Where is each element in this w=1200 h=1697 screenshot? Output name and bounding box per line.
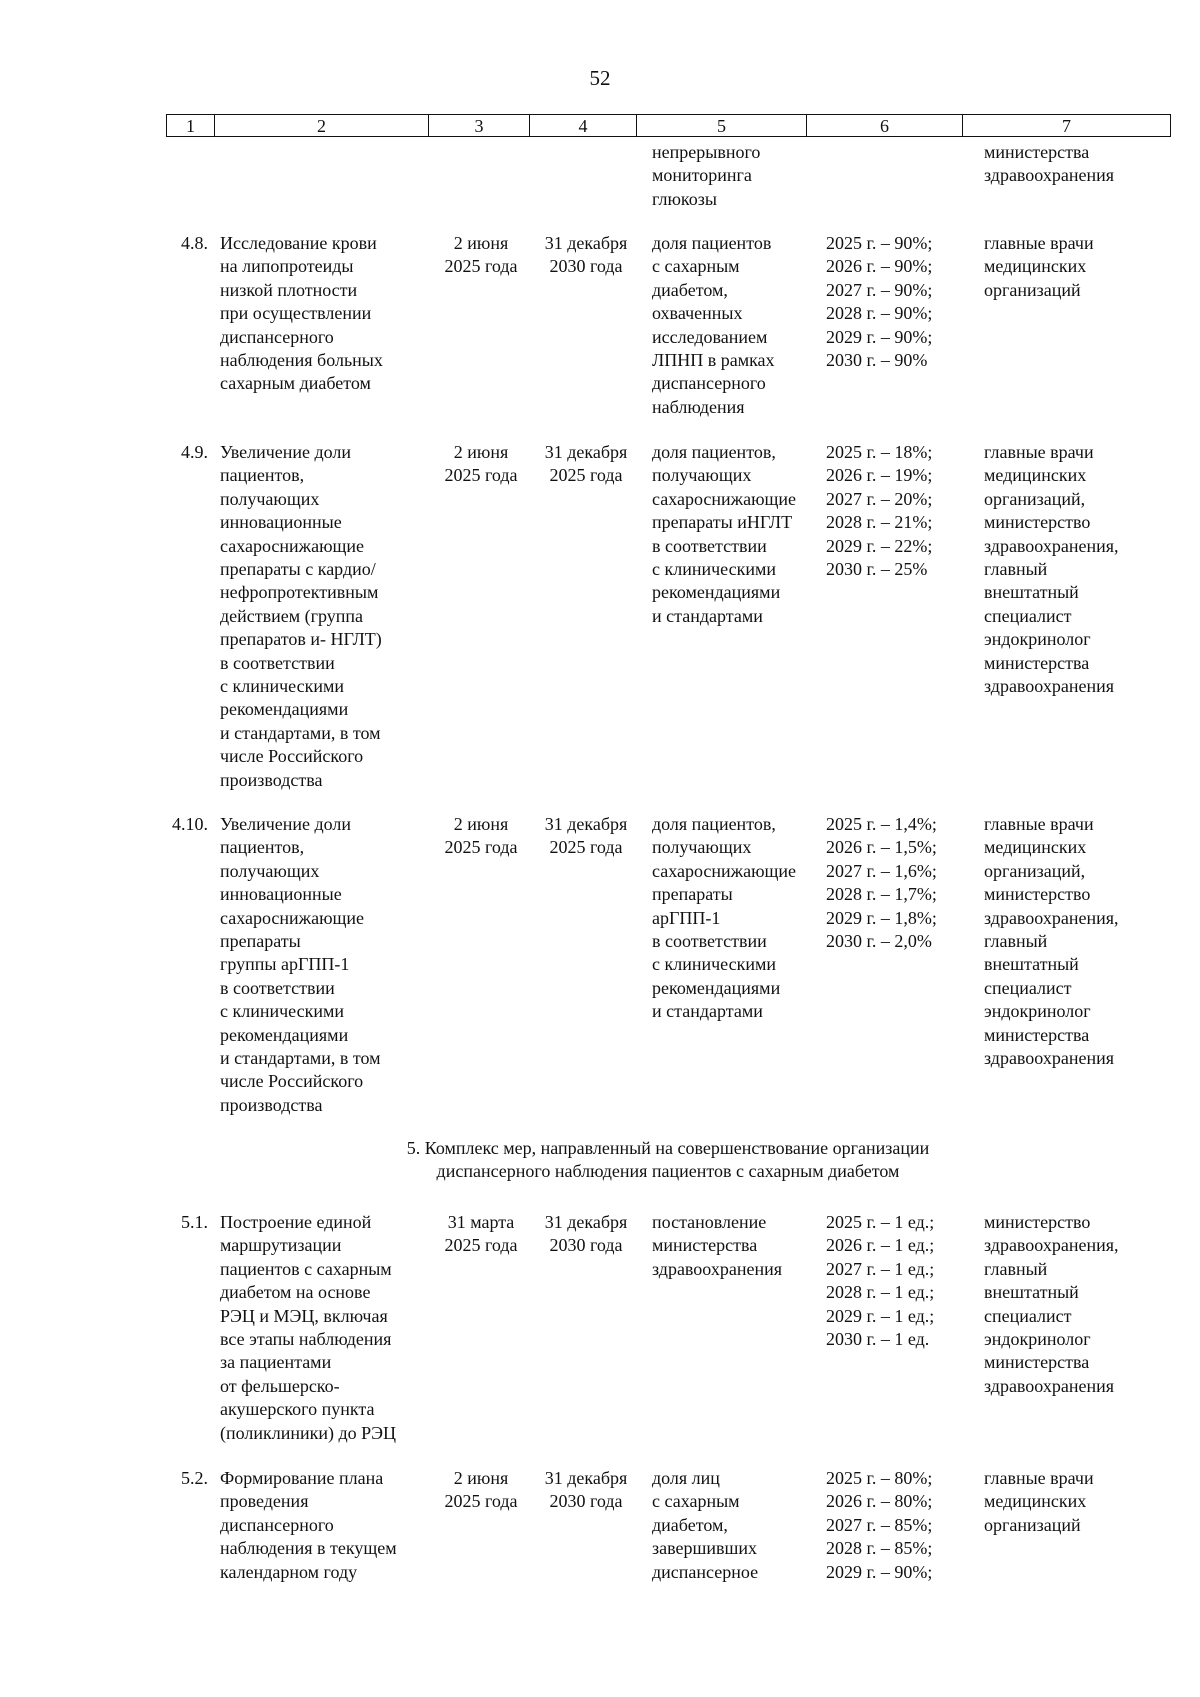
row-number: 5.1. (181, 1212, 208, 1232)
start-date-cell: 31 марта 2025 года (444, 1212, 518, 1256)
start-date-cell: 2 июня 2025 года (444, 1468, 518, 1512)
start-date-cell: 2 июня 2025 года (444, 233, 518, 277)
values-cell: 2025 г. – 1 ед.; 2026 г. – 1 ед.; 2027 г. – 1 ед.; 2028 г. – 1 ед.; 2029 г. – 1 ед.; 2030 г. – 1 ед. (826, 1212, 935, 1350)
header-col-3: 3 (429, 115, 530, 137)
row-number: 5.2. (181, 1468, 208, 1488)
section-heading: 5. Комплекс мер, направленный на совершенствование организации диспансерного наблюдения пациентов с сахарным диабетом (406, 1138, 930, 1182)
header-col-1: 1 (167, 115, 215, 137)
end-date-cell: 31 декабря 2025 года (544, 814, 628, 858)
row-number: 4.10. (172, 814, 208, 834)
indicator-cell: постановление министерства здравоохранения (652, 1212, 783, 1279)
indicator-cell: доля лиц с сахарным диабетом, завершивших диспансерное (652, 1468, 759, 1582)
values-cell: 2025 г. – 18%; 2026 г. – 19%; 2027 г. – 20%; 2028 г. – 21%; 2029 г. – 22%; 2030 г. – 25% (826, 442, 933, 580)
table-header (166, 114, 1171, 137)
values-cell: 2025 г. – 90%; 2026 г. – 90%; 2027 г. – 90%; 2028 г. – 90%; 2029 г. – 90%; 2030 г. – 90% (826, 233, 933, 371)
start-date-cell: 2 июня 2025 года (444, 442, 518, 486)
responsible-cell: главные врачи медицинских организаций, министерство здравоохранения, главный внештатный специалист эндокринолог министерства здравоохранения (984, 442, 1119, 697)
page-number: 52 (589, 66, 611, 90)
header-col-5: 5 (637, 115, 807, 137)
responsible-cell: министерство здравоохранения, главный внештатный специалист эндокринолог министерства здравоохранения (984, 1212, 1119, 1396)
header-col-6: 6 (807, 115, 963, 137)
header-col-4: 4 (530, 115, 637, 137)
values-cell: 2025 г. – 1,4%; 2026 г. – 1,5%; 2027 г. – 1,6%; 2028 г. – 1,7%; 2029 г. – 1,8%; 2030 г. – 2,0% (826, 814, 937, 952)
activity-cell: Увеличение доли пациентов, получающих инновационные сахароснижающие препараты группы арГПП-1 в соответствии с клиническими рекомендациями и стандартами, в том числе Российского производства (220, 814, 381, 1115)
end-date-cell: 31 декабря 2030 года (544, 233, 628, 277)
row-number: 4.8. (181, 233, 208, 253)
indicator-cell: непрерывного мониторинга глюкозы (652, 142, 761, 209)
indicator-cell: доля пациентов с сахарным диабетом, охваченных исследованием ЛПНП в рамках диспансерного наблюдения (652, 233, 775, 417)
end-date-cell: 31 декабря 2025 года (544, 442, 628, 486)
header-col-2: 2 (215, 115, 429, 137)
activity-cell: Формирование плана проведения диспансерного наблюдения в текущем календарном году (220, 1468, 397, 1582)
indicator-cell: доля пациентов, получающих сахароснижающие препараты арГПП-1 в соответствии с клиническими рекомендациями и стандартами (652, 814, 797, 1022)
row-number: 4.9. (181, 442, 208, 462)
responsible-cell: главные врачи медицинских организаций (984, 1468, 1094, 1535)
responsible-cell: главные врачи медицинских организаций, министерство здравоохранения, главный внештатный специалист эндокринолог министерства здравоохранения (984, 814, 1119, 1069)
activity-cell: Исследование крови на липопротеиды низкой плотности при осуществлении диспансерного наблюдения больных сахарным диабетом (220, 233, 383, 394)
end-date-cell: 31 декабря 2030 года (544, 1212, 628, 1256)
end-date-cell: 31 декабря 2030 года (544, 1468, 628, 1512)
activity-cell: Построение единой маршрутизации пациентов с сахарным диабетом на основе РЭЦ и МЭЦ, включая все этапы наблюдения за пациентами от фельшерско- акушерского пункта (поликлиники) до РЭЦ (220, 1212, 397, 1443)
responsible-cell: министерства здравоохранения (984, 142, 1115, 186)
header-col-7: 7 (963, 115, 1171, 137)
start-date-cell: 2 июня 2025 года (444, 814, 518, 858)
values-cell: 2025 г. – 80%; 2026 г. – 80%; 2027 г. – 85%; 2028 г. – 85%; 2029 г. – 90%; (826, 1468, 933, 1582)
indicator-cell: доля пациентов, получающих сахароснижающие препараты иНГЛТ в соответствии с клиническими рекомендациями и стандартами (652, 442, 797, 626)
activity-cell: Увеличение доли пациентов, получающих инновационные сахароснижающие препараты с кардио/ нефропротективным действием (группа препаратов и- НГЛТ) в соответствии с клиническими рекомендациями и стандартами, в том числе Российского производства (220, 442, 382, 790)
responsible-cell: главные врачи медицинских организаций (984, 233, 1094, 300)
